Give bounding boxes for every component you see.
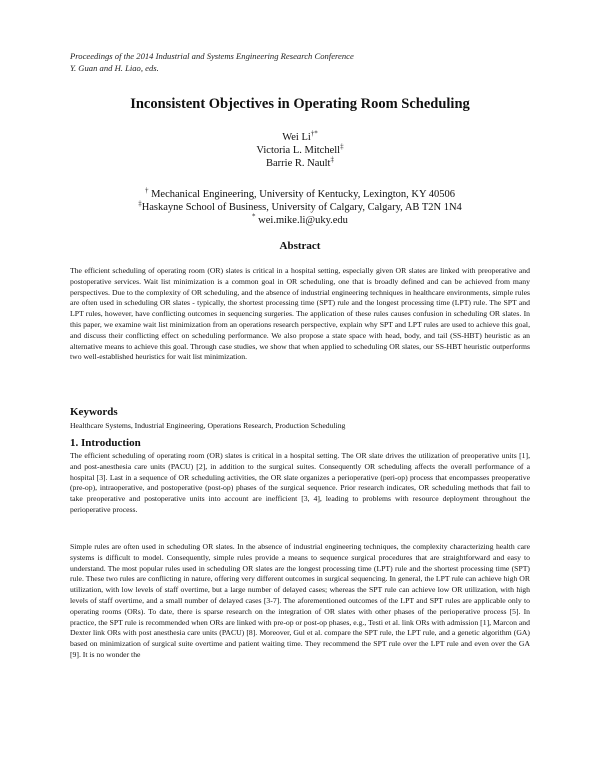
author-1: Wei Li†* bbox=[282, 129, 318, 143]
intro-paragraph-2: Simple rules are often used in scheduling OR slates. In the absence of industrial engineering techniques, the complexity characterizing health care systems is difficult to model. Consequently, simple rules provide a means to sequence surgical procedures that are straightforward and easy to understand. The most popular rules used in scheduling OR slates are the longest processing time (LPT) rule and the shortest processing time (SPT) rule. These two rules are conflicting in nature, offering very different outcomes in surgical sequencing. In general, the LPT rule can achieve high OR utilization, with low levels of staff overtime, but a large number of delayed cases; whereas the SPT rule can achieve low OR utilization, with high levels of staff overtime, and a small number of delayed cases [3-7]. The aforementioned outcomes of the LPT and SPT rules are applicable only to operating rooms (ORs). To date, there is sparse research on the integration of OR slates with other phases of the perioperative process [5]. In practice, the SPT rule is recommended when ORs are linked with pre-op or post-op phases, e.g., Testi et al. link ORs with admission [1], Marcon and Dexter link ORs with post anesthesia care units (PACU) [8]. Moreover, Gul et al. compare the SPT rule, the LPT rule, and a genetic algorithm (GA) based on minimization of surgical suite overtime and patient waiting time. They recommend the SPT rule over the LPT rule and even over the GA [9]. It is no wonder the bbox=[70, 542, 530, 659]
author-2: Victoria L. Mitchell‡ bbox=[256, 142, 344, 156]
section-heading-introduction: 1. Introduction bbox=[70, 437, 141, 449]
paper-title: Inconsistent Objectives in Operating Room Scheduling bbox=[130, 96, 470, 112]
affiliation-1: † Mechanical Engineering, University of Kentucky, Lexington, KY 40506 bbox=[144, 186, 456, 200]
author-3: Barrie R. Nault‡ bbox=[266, 155, 334, 169]
keywords-text: Healthcare Systems, Industrial Engineering, Operations Research, Production Scheduling bbox=[70, 421, 346, 430]
intro-paragraph-1: The efficient scheduling of operating room (OR) slates is critical in a hospital setting. The OR slate drives the utilization of preoperative units [1], and post-anesthesia care units (PACU) [2], in addition to the surgical suites. Consequently OR scheduling affects the overall performance of a hospital [3]. Last in a sequence of OR scheduling activities, the OR slate organizes a perioperative (peri-op) process that encompasses preoperative (pre-op), intraoperative, and postoperative (post-op) phases of the surgical sequence. Prior research indicates, OR scheduling methods that fail to take preoperative and postoperative units into account are inefficient [3, 4], leading to problems with resource deployment throughout the perioperative process. bbox=[70, 451, 530, 514]
abstract-heading: Abstract bbox=[279, 240, 321, 252]
affiliation-2: ‡Haskayne School of Business, University of Calgary, Calgary, AB T2N 1N4 bbox=[138, 199, 462, 213]
author-list bbox=[0, 129, 600, 170]
contact-email: * wei.mike.li@uky.edu bbox=[252, 212, 348, 226]
affiliation-list bbox=[0, 188, 600, 227]
keywords-heading: Keywords bbox=[70, 406, 118, 418]
abstract-text: The efficient scheduling of operating room (OR) slates is critical in a hospital setting, especially given OR slates are linked with preoperative and postoperative services. Wait list minimization is a common goal in OR scheduling, one that is broadly defined and can be achieved from many perspectives. Due to the complexity of OR scheduling, and the absence of industrial engineering techniques in healthcare environments, simple rules are often used in scheduling OR slates - typically, the shortest processing time (SPT) rule and the longest processing time (LPT) rule. The SPT and LPT rules, however, have conflicting outcomes in sequencing surgeries. The application of these rules causes confusion in scheduling OR slates. In this paper, we examine wait list minimization from an operations research perspective, explain why SPT and LPT rules are used to achieve this goal, and discuss their conflicting effect on scheduling performance. We also propose a state space with head, body, and tail (SS-HBT) heuristic as an alternative means to achieve this goal. Through case studies, we show that when applied to scheduling OR slates, our SS-HBT heuristic outperforms two well-established heuristics for wait list minimization. bbox=[70, 266, 530, 362]
proceedings-header bbox=[70, 50, 354, 74]
proceedings-line: Proceedings of the 2014 Industrial and Systems Engineering Research Conference bbox=[70, 51, 354, 61]
editors-line: Y. Guan and H. Liao, eds. bbox=[70, 63, 159, 73]
